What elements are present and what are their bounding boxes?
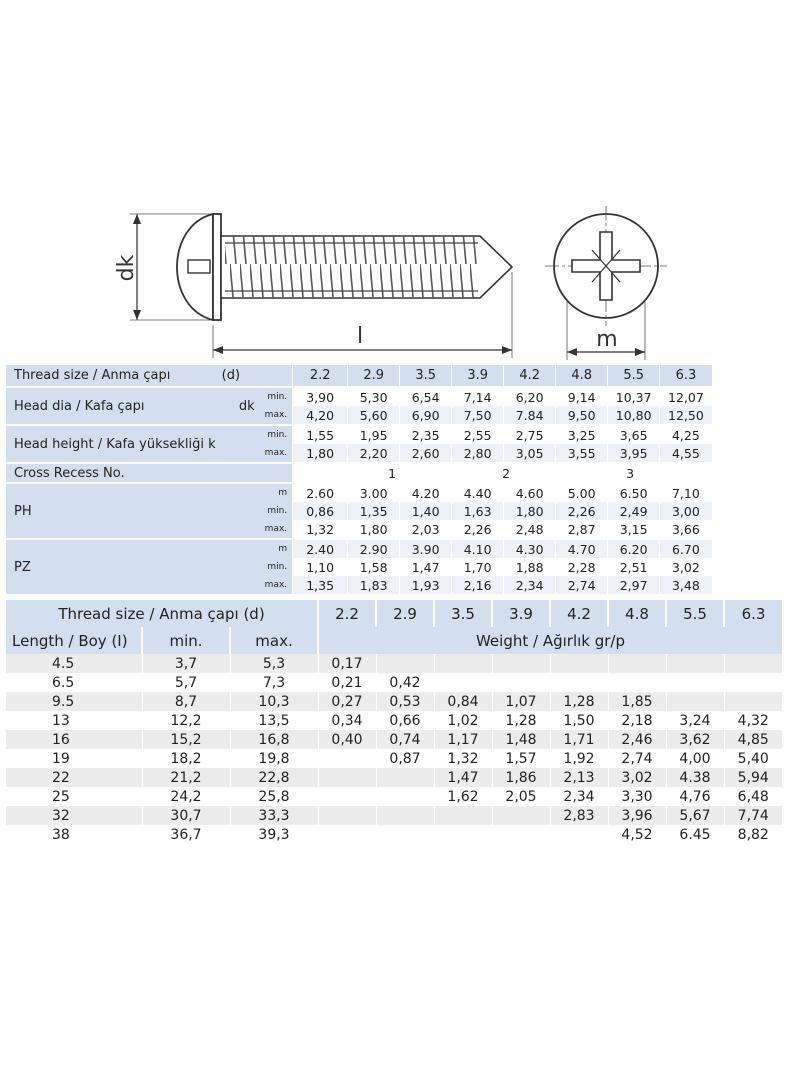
weight-row	[6, 711, 782, 730]
cell: 12,50	[660, 406, 712, 425]
pz-label: PZ	[6, 539, 216, 594]
cell: 2,26	[452, 520, 504, 539]
length-min-cell: 24,2	[142, 787, 230, 806]
weight-row	[6, 825, 782, 844]
cell: 1,32	[293, 520, 348, 539]
weight-cell	[666, 673, 724, 692]
cell: 3,65	[608, 425, 660, 444]
size-header: 3.5	[434, 600, 492, 627]
size-header: 2.9	[376, 600, 434, 627]
cell: 2,34	[504, 576, 556, 594]
cell: 2,16	[452, 576, 504, 594]
cell: 7,10	[660, 483, 712, 502]
weight-cell: 3,02	[608, 768, 666, 787]
weight-cell	[376, 654, 434, 673]
weight-cell: 2,46	[608, 730, 666, 749]
cell: 0,86	[293, 502, 348, 520]
length-max-cell: 5,3	[230, 654, 318, 673]
head-dia-symbol: dk	[238, 398, 255, 414]
cell: 1,63	[452, 502, 504, 520]
weight-cell	[608, 673, 666, 692]
cell: 3.00	[348, 483, 400, 502]
cell: 2,75	[504, 425, 556, 444]
weight-header: Weight / Ağırlık gr/p	[318, 627, 782, 654]
cell: 7,50	[452, 406, 504, 425]
m-label: m	[216, 539, 293, 558]
weight-cell: 1,48	[492, 730, 550, 749]
cell: 3,25	[556, 425, 608, 444]
cell: 4.20	[400, 483, 452, 502]
length-max-cell: 39,3	[230, 825, 318, 844]
length-max-cell: 22,8	[230, 768, 318, 787]
cell: 3,48	[660, 576, 712, 594]
weight-cell: 1,07	[492, 692, 550, 711]
size-header: 5.5	[666, 600, 724, 627]
weight-cell	[376, 825, 434, 844]
weight-cell	[434, 806, 492, 825]
size-header: 6.3	[660, 365, 712, 387]
cell: 2,35	[400, 425, 452, 444]
weight-row	[6, 654, 782, 673]
cross-recess-no: 3	[556, 463, 712, 483]
cell: 7.84	[504, 406, 556, 425]
weight-cell: 0,21	[318, 673, 376, 692]
dim-dk-label: dk	[114, 254, 139, 282]
length-max-cell: 7,3	[230, 673, 318, 692]
cell: 2,20	[348, 444, 400, 463]
weight-cell	[724, 692, 782, 711]
weight-cell: 2,05	[492, 787, 550, 806]
cell: 1,35	[293, 576, 348, 594]
weight-cell	[492, 806, 550, 825]
size-header: 4.2	[550, 600, 608, 627]
weight-cell: 1,28	[492, 711, 550, 730]
cell: 4,20	[293, 406, 348, 425]
length-cell: 6.5	[52, 674, 75, 691]
weight-cell: 8,82	[724, 825, 782, 844]
cell: 1,80	[293, 444, 348, 463]
head-dia-min-row	[6, 387, 712, 406]
length-cell: 4.5	[6, 654, 142, 673]
size-header: 5.5	[608, 365, 660, 387]
length-cell: 16	[6, 730, 142, 749]
weight-cell	[666, 654, 724, 673]
head-dia-label: Head dia / Kafa çapı	[6, 387, 216, 425]
weight-cell	[492, 825, 550, 844]
length-max-cell: 10,3	[230, 692, 318, 711]
cell: 5,30	[348, 387, 400, 406]
length-max-cell: 13,5	[230, 711, 318, 730]
length-min-cell: 21,2	[142, 768, 230, 787]
weight-cell: 1,50	[550, 711, 608, 730]
thread-symbol: (d)	[216, 365, 293, 387]
length-cell: 32	[6, 806, 142, 825]
cell: 2.90	[348, 539, 400, 558]
weight-cell: 1,02	[434, 711, 492, 730]
weight-cell: 6,48	[724, 787, 782, 806]
weight-thread-label: Thread size / Anma çapı (d)	[6, 600, 318, 627]
weight-cell: 5,94	[724, 768, 782, 787]
max-label: max.	[216, 444, 293, 463]
cell: 1,83	[348, 576, 400, 594]
weight-row	[6, 768, 782, 787]
length-cell: 19	[52, 750, 70, 767]
length-max-cell: 25,8	[230, 787, 318, 806]
cell: 4.60	[504, 483, 556, 502]
weight-cell	[434, 825, 492, 844]
cell: 6,90	[400, 406, 452, 425]
length-cell: 25	[52, 788, 70, 805]
weight-row	[6, 749, 782, 768]
weight-cell: 3,96	[608, 806, 666, 825]
length-cell: 22	[6, 768, 142, 787]
max-label: max.	[216, 576, 293, 594]
head-top-view	[545, 206, 667, 326]
cell: 7,14	[452, 387, 504, 406]
weight-cell: 4.38	[666, 768, 724, 787]
weight-subheader-row	[6, 627, 782, 654]
weight-row	[6, 673, 782, 692]
cell: 3,90	[293, 387, 348, 406]
length-min-cell: 36,7	[142, 825, 230, 844]
thread-size-label: Thread size / Anma çapı	[6, 365, 216, 387]
weight-cell: 1,28	[550, 692, 608, 711]
weight-cell: 3,30	[608, 787, 666, 806]
cell: 2,48	[504, 520, 556, 539]
size-header: 2.9	[348, 365, 400, 387]
min-label: min.	[216, 425, 293, 444]
weight-cell: 1,32	[434, 749, 492, 768]
weight-cell	[318, 825, 376, 844]
cell: 2,97	[608, 576, 660, 594]
weight-cell: 2,18	[608, 711, 666, 730]
cell: 3,66	[660, 520, 712, 539]
min-label: min.	[216, 558, 293, 576]
cell: 2,03	[400, 520, 452, 539]
weight-cell	[434, 673, 492, 692]
weight-cell	[376, 806, 434, 825]
length-max-cell: 16,8	[230, 730, 318, 749]
weight-cell	[550, 673, 608, 692]
weight-cell	[550, 825, 608, 844]
min-label: min.	[267, 392, 288, 402]
weight-cell: 3,62	[666, 730, 724, 749]
cell: 3,02	[660, 558, 712, 576]
length-max-cell: 19,8	[230, 749, 318, 768]
cell: 3,95	[608, 444, 660, 463]
cell: 9,14	[556, 387, 608, 406]
head-height-label: Head height / Kafa yüksekliği k	[6, 425, 216, 463]
weight-cell: 0,53	[376, 692, 434, 711]
weight-cell: 4,52	[608, 825, 666, 844]
spec-header-row	[6, 365, 712, 387]
length-min-cell: 15,2	[142, 730, 230, 749]
cell: 9,50	[556, 406, 608, 425]
weight-cell	[492, 654, 550, 673]
weight-cell: 2,13	[550, 768, 608, 787]
cell: 1,70	[452, 558, 504, 576]
weight-cell: 0,87	[376, 749, 434, 768]
cell: 1,80	[504, 502, 556, 520]
weight-cell	[724, 673, 782, 692]
size-header: 6.3	[724, 600, 782, 627]
weight-cell: 0,17	[318, 654, 376, 673]
size-header: 4.2	[504, 365, 556, 387]
weight-cell: 1,71	[550, 730, 608, 749]
head-height-min-row	[6, 425, 712, 444]
screw-shank	[221, 236, 512, 298]
cell: 10,80	[608, 406, 660, 425]
size-header: 3.5	[400, 365, 452, 387]
cross-recess-label: Cross Recess No.	[6, 463, 216, 483]
weight-cell: 0,34	[318, 711, 376, 730]
max-header: max.	[230, 627, 318, 654]
size-header: 2.2	[318, 600, 376, 627]
weight-cell: 1,92	[550, 749, 608, 768]
cell: 2,51	[608, 558, 660, 576]
cell: 3,15	[608, 520, 660, 539]
max-label: max.	[264, 410, 288, 420]
weight-cell: 0,74	[376, 730, 434, 749]
cell: 1,35	[348, 502, 400, 520]
cell: 1,58	[348, 558, 400, 576]
cell: 1,47	[400, 558, 452, 576]
weight-row	[6, 806, 782, 825]
weight-cell: 4,76	[666, 787, 724, 806]
cell: 4.10	[452, 539, 504, 558]
min-header: min.	[142, 627, 230, 654]
weight-cell: 4,32	[724, 711, 782, 730]
weight-cell: 6.45	[666, 825, 724, 844]
cell: 6.70	[660, 539, 712, 558]
weight-cell: 5,40	[724, 749, 782, 768]
cell: 6.20	[608, 539, 660, 558]
cell: 2,60	[400, 444, 452, 463]
weight-cell: 1,17	[434, 730, 492, 749]
cell: 2.40	[293, 539, 348, 558]
weight-cell: 0,42	[376, 673, 434, 692]
length-cell: 38	[52, 826, 70, 843]
length-min-cell: 5,7	[142, 673, 230, 692]
cell: 5.00	[556, 483, 608, 502]
size-header: 3.9	[452, 365, 504, 387]
cell: 1,40	[400, 502, 452, 520]
weight-cell: 0,27	[318, 692, 376, 711]
cell: 10,37	[608, 387, 660, 406]
weight-cell: 2,74	[608, 749, 666, 768]
weight-cell: 5,67	[666, 806, 724, 825]
cell: 2,87	[556, 520, 608, 539]
weight-cell	[724, 654, 782, 673]
ph-m-row	[6, 483, 712, 502]
max-label: max.	[216, 520, 293, 539]
length-min-cell: 12,2	[142, 711, 230, 730]
weight-row	[6, 787, 782, 806]
weight-table	[6, 600, 782, 844]
weight-cell	[666, 692, 724, 711]
cell: 1,80	[348, 520, 400, 539]
weight-cell	[492, 673, 550, 692]
cell: 4.70	[556, 539, 608, 558]
length-min-cell: 8,7	[142, 692, 230, 711]
weight-cell: 7,74	[724, 806, 782, 825]
cell: 5,60	[348, 406, 400, 425]
weight-cell	[318, 787, 376, 806]
size-header: 4.8	[608, 600, 666, 627]
cell: 2,49	[608, 502, 660, 520]
cell: 12,07	[660, 387, 712, 406]
cell: 2,74	[556, 576, 608, 594]
length-min-cell: 18,2	[142, 749, 230, 768]
cell: 4.30	[504, 539, 556, 558]
dim-l-label: l	[356, 324, 364, 349]
cross-recess-no: 1	[293, 463, 452, 483]
size-header: 3.9	[492, 600, 550, 627]
cell: 1,55	[293, 425, 348, 444]
size-header: 2.2	[293, 365, 348, 387]
cross-recess-row	[6, 463, 712, 483]
cell: 4.40	[452, 483, 504, 502]
weight-row	[6, 730, 782, 749]
length-max-cell: 33,3	[230, 806, 318, 825]
weight-cell: 1,85	[608, 692, 666, 711]
weight-cell: 2,34	[550, 787, 608, 806]
cell: 2,26	[556, 502, 608, 520]
cell: 6,54	[400, 387, 452, 406]
weight-cell: 2,83	[550, 806, 608, 825]
cell: 6,20	[504, 387, 556, 406]
weight-cell: 1,57	[492, 749, 550, 768]
weight-cell: 4,00	[666, 749, 724, 768]
weight-cell	[318, 806, 376, 825]
cell: 2.60	[293, 483, 348, 502]
cell: 2,55	[452, 425, 504, 444]
m-label: m	[216, 483, 293, 502]
screw-technical-drawing	[0, 200, 800, 365]
length-header: Length / Boy (I)	[6, 627, 142, 654]
cell: 3,55	[556, 444, 608, 463]
weight-cell	[318, 768, 376, 787]
length-min-cell: 30,7	[142, 806, 230, 825]
weight-cell	[608, 654, 666, 673]
weight-cell	[376, 768, 434, 787]
dim-m-label: m	[596, 327, 618, 352]
length-min-cell: 3,7	[142, 654, 230, 673]
cell: 1,88	[504, 558, 556, 576]
length-cell: 13	[52, 712, 70, 729]
weight-cell	[550, 654, 608, 673]
cell: 2,80	[452, 444, 504, 463]
weight-cell: 4,85	[724, 730, 782, 749]
weight-cell	[318, 749, 376, 768]
weight-cell: 1,86	[492, 768, 550, 787]
ph-label: PH	[6, 483, 216, 539]
size-header: 4.8	[556, 365, 608, 387]
min-label: min.	[216, 502, 293, 520]
cell: 1,95	[348, 425, 400, 444]
weight-cell: 3,24	[666, 711, 724, 730]
cell: 1,93	[400, 576, 452, 594]
weight-cell	[376, 787, 434, 806]
pz-m-row	[6, 539, 712, 558]
weight-header-row	[6, 600, 782, 627]
cell: 2,28	[556, 558, 608, 576]
weight-cell: 1,47	[434, 768, 492, 787]
cell: 4,25	[660, 425, 712, 444]
screw-head	[177, 214, 221, 320]
weight-cell: 0,66	[376, 711, 434, 730]
cell: 6.50	[608, 483, 660, 502]
cell: 1,10	[293, 558, 348, 576]
weight-cell: 0,40	[318, 730, 376, 749]
cell: 3.90	[400, 539, 452, 558]
length-cell: 9.5	[6, 692, 142, 711]
cell: 3,05	[504, 444, 556, 463]
weight-cell: 0,84	[434, 692, 492, 711]
weight-cell	[434, 654, 492, 673]
cell: 3,00	[660, 502, 712, 520]
cell: 4,55	[660, 444, 712, 463]
weight-row	[6, 692, 782, 711]
weight-cell: 1,62	[434, 787, 492, 806]
dimension-spec-table	[6, 365, 712, 594]
cross-recess-no: 2	[452, 463, 556, 483]
